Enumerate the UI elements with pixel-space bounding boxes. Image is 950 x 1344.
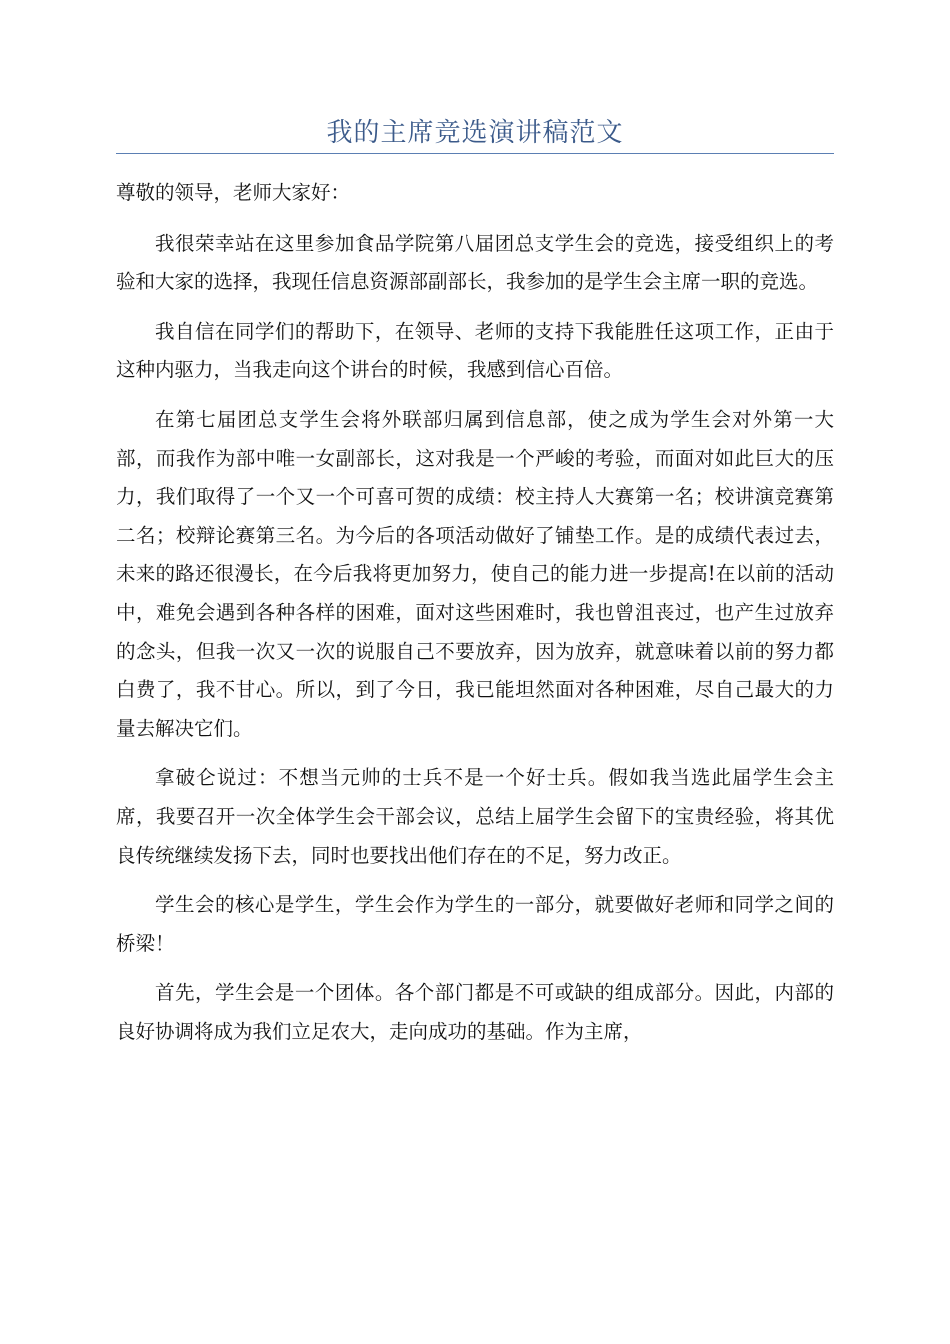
document-title: 我的主席竞选演讲稿范文 xyxy=(326,118,624,148)
paragraph-experience: 在第七届团总支学生会将外联部归属到信息部，使之成为学生会对外第一大部，而我作为部中唯一女副部长，这对我是一个严峻的考验，而面对如此巨大的压力，我们取得了一个又一个可喜可贺的成绩：校主持人大赛第一名；校讲演竞赛第二名；校辩论赛第三名。为今后的各项活动做好了铺垫工作。是的成绩代表过去，未来的路还很漫长，在今后我将更加努力，使自己的能力进一步提高!在以前的活动中，难免会遇到各种各样的困难，面对这些困难时，我也曾沮丧过，也产生过放弃的念头，但我一次又一次的说服自己不要放弃，因为放弃，就意味着以前的努力都白费了，我不甘心。所以，到了今日，我已能坦然面对各种困难，尽自己最大的力量去解决它们。 xyxy=(116,407,834,740)
paragraph-core: 学生会的核心是学生，学生会作为学生的一部分，就要做好老师和同学之间的桥梁！ xyxy=(116,893,834,955)
paragraph-intro: 我很荣幸站在这里参加食品学院第八届团总支学生会的竞选，接受组织上的考验和大家的选择，我现任信息资源部副部长，我参加的是学生会主席一职的竞选。 xyxy=(116,231,834,294)
document-body xyxy=(116,174,834,1062)
title-underline xyxy=(116,153,834,154)
paragraph-first: 首先，学生会是一个团体。各个部门都是不可或缺的组成部分。因此，内部的良好协调将成为我们立足农大，走向成功的基础。作为主席， xyxy=(116,981,834,1043)
paragraph-plan: 拿破仑说过：不想当元帅的士兵不是一个好士兵。假如我当选此届学生会主席，我要召开一次全体学生会干部会议，总结上届学生会留下的宝贵经验，将其优良传统继续发扬下去，同时也要找出他们存在的不足，努力改正。 xyxy=(116,766,834,867)
paragraph-confidence: 我自信在同学们的帮助下，在领导、老师的支持下我能胜任这项工作，正由于这种内驱力，当我走向这个讲台的时候，我感到信心百倍。 xyxy=(116,319,834,382)
salutation: 尊敬的领导，老师大家好： xyxy=(116,181,351,204)
